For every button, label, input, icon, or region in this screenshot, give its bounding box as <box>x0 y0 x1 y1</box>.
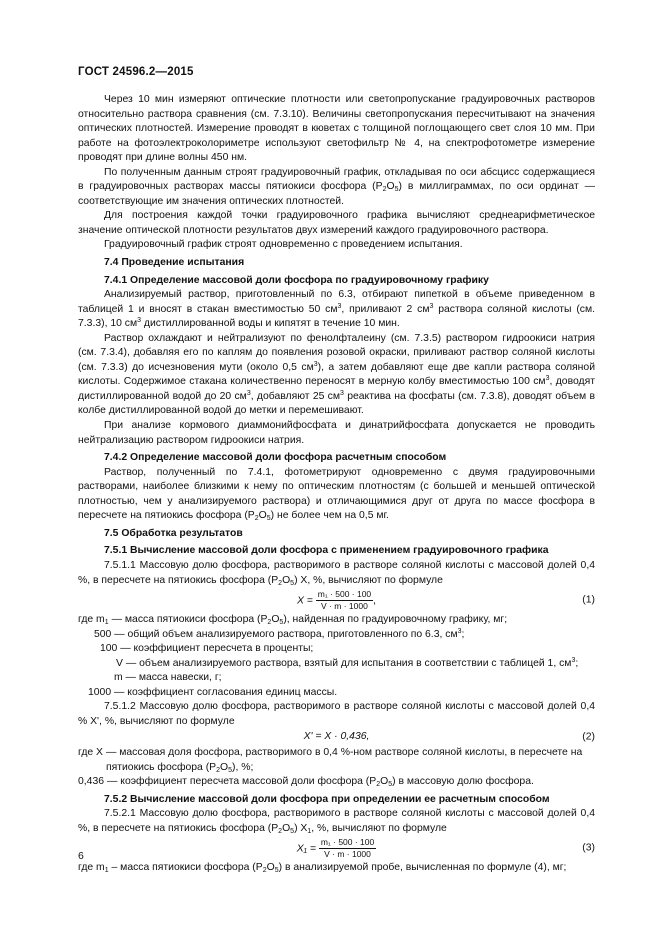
section-heading-7-4-2: 7.4.2 Определение массовой доли фосфора расчетным способом <box>104 452 447 464</box>
section-heading-7-5-1: 7.5.1 Вычисление массовой доли фосфора с применением градуировочного графика <box>104 545 549 557</box>
paragraph: Через 10 мин измеряют оптические плотности или светопропускание градуировочных растворов относительно раствора сравнения (см. 7.3.10). Величины светопропускания пересчитывают на значения оптических плотностей. Измерение проводят в кюветах с толщиной поглощающего свет слоя 10 мм. При работе на фотоэлектроколориметре используют светофильтр № 4, на спектрофотометре измерение проводят при длине волны 450 нм. <box>78 94 595 164</box>
page-number: 6 <box>78 850 84 862</box>
paragraph: Раствор, полученный по 7.4.1, фотометрируют одновременно с двумя градуировочными растворами, наиболее близкими к нему по оптическим плотностям (с большей и меньшей оптической плотностью, чем у анализируемого раствора) и отличающимися друг от друга по массе фосфора в пересчете на пятиокись фосфора $(P_2O_5)$ не более чем на 0,5 мг. <box>78 466 595 523</box>
paragraph: По полученным данным строят градуировочный график, откладывая по оси абсцисс содержащиеся в градуировочных растворах массы пятиокиси фосфора $(P_2O_5)$ в миллиграммах, по оси ординат — соответствующие им значения оптических плотностей. <box>78 166 595 207</box>
formula-number: (2) <box>582 731 595 743</box>
formula-legend-1: где $m_1$ — масса пятиокиси фосфора $(P_2O_5)$, найденная по градуировочному графику, мг; 500 — общий объем анализируемого раствора, приготовленного по 6.3, $см^3$; 100 — коэффициент пересчета в проценты; V — объем анализируемого раствора, взятый для испытания в соответствии с таблицей 1, $см^3$; m — масса навески, г; 1000 — коэффициент согласования единиц массы. <box>78 614 579 698</box>
section-heading-7-5: 7.5 Обработка результатов <box>104 527 243 539</box>
formula-fraction: $\frac{\text{m₁ · 500 · 100}}{V \cdot m \cdot 1000}$ <box>320 837 375 860</box>
formula-number: (1) <box>582 594 595 606</box>
formula-3 <box>78 837 595 860</box>
formula-2: X' = X · 0,436, (2) <box>78 730 595 745</box>
paragraph: 7.5.2.1 Массовую долю фосфора, растворимого в растворе соляной кислоты с массовой долей 0,4 %, в пересчете на пятиокись фосфора $(P_2O_5)$ $X_1$, %, вычисляют по формуле <box>78 808 595 835</box>
formula-fraction: $\frac{\text{m₁ · 500 · 100}}{V \cdot m \cdot 1000}$ <box>317 589 372 612</box>
paragraph: Анализируемый раствор, приготовленный по 6.3, отбирают пипеткой в объеме приведенном в таблицей 1 и вносят в стакан вместимостью 50 $см^3$, приливают 2 $см^3$ раствора соляной кислоты (см. 7.3.3), 10 $см^3$ дистиллированной воды и кипятят в течение 10 мин. <box>78 289 596 330</box>
section-heading-7-4: 7.4 Проведение испытания <box>104 257 245 269</box>
paragraph: 7.5.1.2 Массовую долю фосфора, растворимого в растворе соляной кислоты с массовой долей 0,4 % X', %, вычисляют по формуле <box>78 701 595 727</box>
paragraph: Раствор охлаждают и нейтрализуют по фенолфталеину (см. 7.3.5) раствором гидроокиси натрия (см. 7.3.4), добавляя его по каплям до появления розовой окраски, приливают раствор соляной кислоты (см. 7.3.3) до исчезновения мути (около 0,5 $см^3$), а затем добавляют еще две капли раствора соляной кислоты. Содержимое стакана количественно переносят в мерную колбу вместимостью 100 $см^3$, доводят дистиллированной водой до 20 $см^3$, добавляют 25 $см^3$ реактива на фосфаты (см. 7.3.8), доводят объем в колбе дистиллированной водой до метки и перемешивают. <box>78 332 595 417</box>
formula-legend-3: где $m_1$ – масса пятиокиси фосфора $(P_2O_5)$ в анализируемой пробе, вычисленная по формуле (4), мг; <box>78 862 567 875</box>
formula-legend-2: где X — массовая доля фосфора, растворимого в 0,4 %-ном растворе соляной кислоты, в пересчете на пятиокись фосфора $(P_2O_5)$, %; 0,436 — коэффициент пересчета массовой доли фосфора $(P_2O_5)$ в массовую долю фосфора. <box>78 746 583 789</box>
formula-number: (3) <box>582 842 595 854</box>
document-header: ГОСТ 24596.2—2015 <box>78 66 194 78</box>
formula-lhs: X = <box>296 595 313 607</box>
paragraph: Градуировочный график строят одновременно с проведением испытания. <box>104 239 463 251</box>
paragraph: 7.5.1.1 Массовую долю фосфора, растворимого в растворе соляной кислоты с массовой долей 0,4 %, в пересчете на пятиокись фосфора $(P_2O_5)$ X, %, вычисляют по формуле <box>78 559 595 587</box>
formula-lhs: X₁ = <box>296 843 316 855</box>
formula-1: X = $\frac{\text{m₁ · 500 · 100}}{V \cdot m \cdot 1000}$ , (1) <box>296 589 595 612</box>
section-heading-7-5-2: 7.5.2 Вычисление массовой доли фосфора при определении ее расчетным способом <box>104 793 550 805</box>
section-heading-7-4-1: 7.4.1 Определение массовой доли фосфора по градуировочному графику <box>104 274 489 286</box>
paragraph: При анализе кормового диаммонийфосфата и динатрийфосфата допускается не проводить нейтрализацию раствором гидроокиси натрия. <box>78 420 595 446</box>
paragraph: Для построения каждой точки градуировочного графика вычисляют среднеарифметическое значение оптической плотности результатов двух измерений каждого градуировочного раствора. <box>78 210 595 236</box>
document-body <box>78 93 595 876</box>
